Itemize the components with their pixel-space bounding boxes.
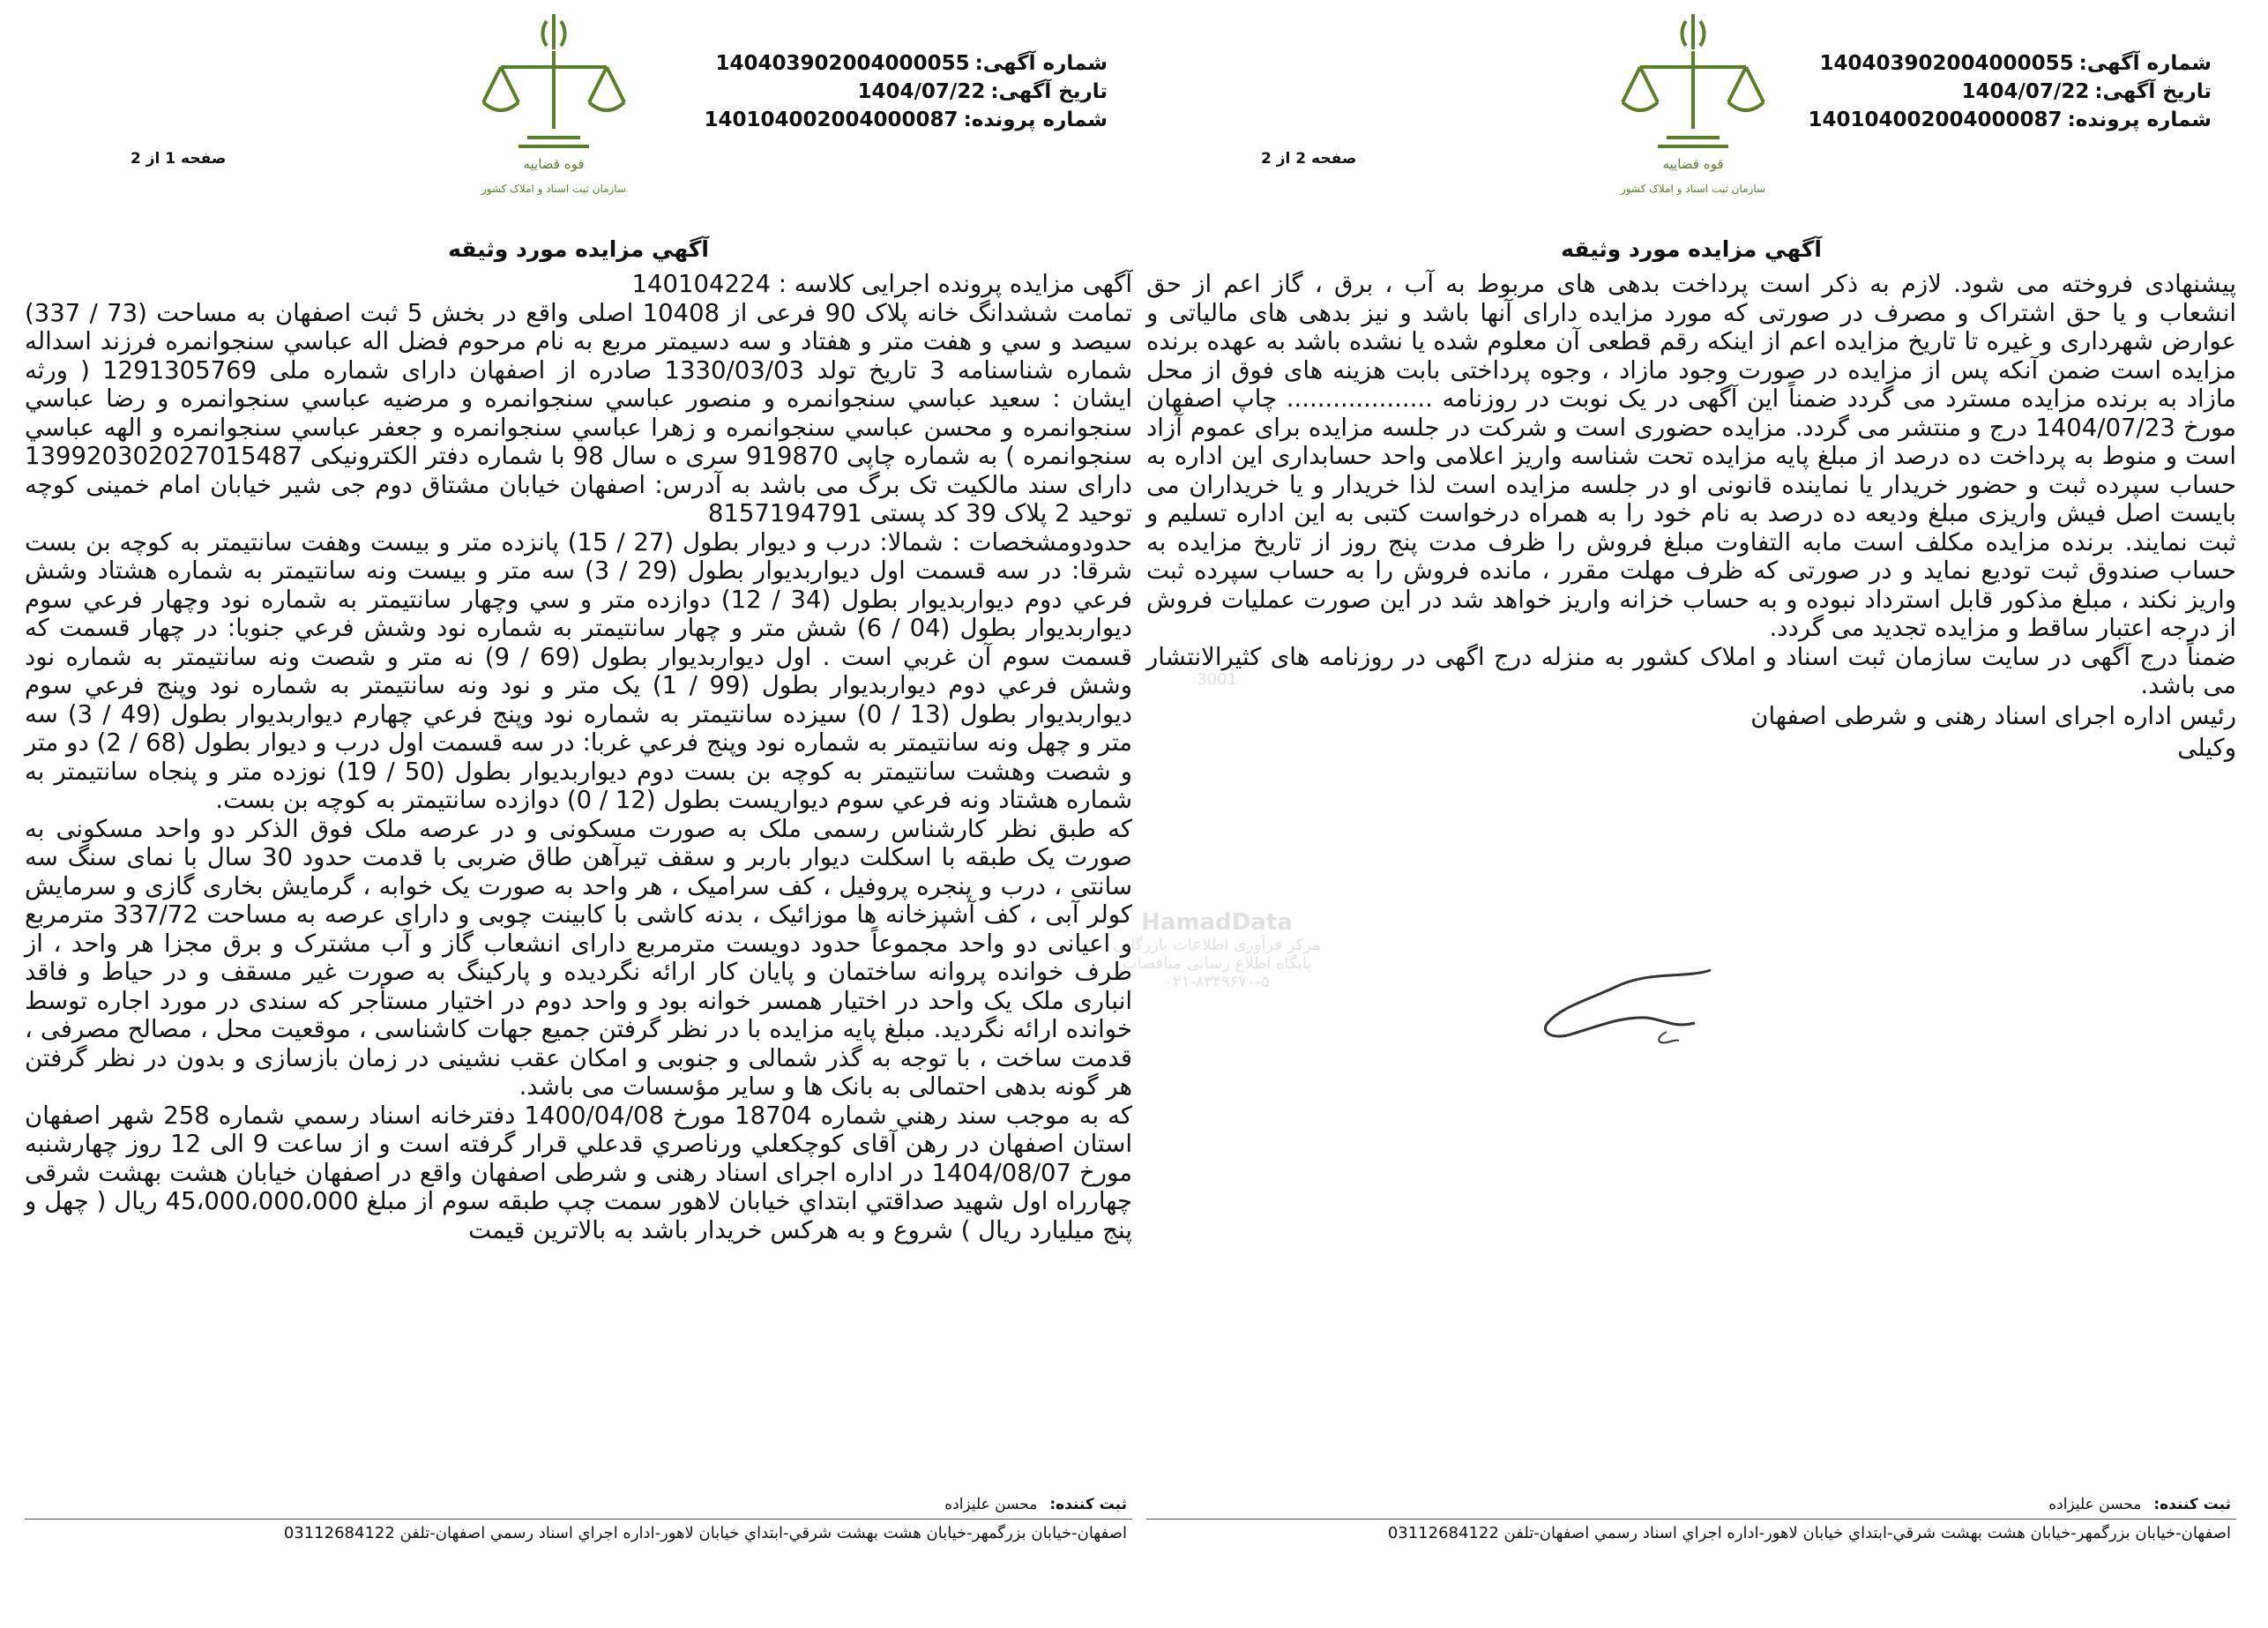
notice-number: 140403902004000055 [1819,52,2074,75]
case-number: 140104002004000087 [704,108,959,131]
handwritten-signature [1534,952,1728,1058]
signer-block [1146,700,2236,764]
watermark-line-1: مرکز فرآوری اطلاعات بازرگانی [1113,936,1321,954]
footer-divider [1146,1519,2236,1520]
notice-title: آگهي مزايده مورد وثيقه [1561,236,1822,262]
notice-header-info: شماره آگهی:140403902004000055 تاریخ آگهی:1404/07/22 شماره پرونده:140104002004000087 [704,52,1108,131]
watermark-phone: ۰۲۱-۸۳۴۹۶۷۰-۵ [1164,973,1270,991]
signer-title: رئیس اداره اجرای اسناد رهنی و شرطی اصفهان [1750,701,2236,730]
expert-assessment: که طبق نظر کارشناس رسمی ملک به صورت مسکونی و در عرصه ملک فوق الذکر دو واحد مسکونی به صورت یک طبقه با اسکلت دیوار باربر و سقف تیرآهن طاق ضربی با قدمت حدود 30 سال با نمای سنگ سه سانتی ، درب و پنجره پروفیل ، کف سرامیک ، هر واحد به صورت یک خوابه ، گرمایش بخاری گازی و سرمایش کولر آبی ، کف آشپزخانه ها موزائیک ، بدنه کاشی با کابینت چوبی و دارای عرصه به مساحت 337/72 مترمربع و اعیانی دو واحد مجموعاً حدود دویست مترمربع دارای انشعاب گاز و آب مشترک و برق مجزا هر واحد ، از طرف خوانده پروانه ساختمان و پایان کار ارائه نگردیده و پارکینگ به صورت غیر مسقف و در حیاط و فاقد انباری ملک یک واحد در اختیار همسر خوانه بود و واحد دوم در اختیار مستأجر که سندی در مورد اجاره توسط خوانده ارائه نگردید. مبلغ پایه مزایده با در نظر گرفتن جمیع جهات کاشناسی ، موقعیت محل ، مصالح مصرفی ، قدمت ساخت ، با توجه به گذر شمالی و جنوبی و امکان عقب نشینی در زمان بازسازی و بدون در نظر گرفتن هر گونه بدهی احتمالی به بانک ها و سایر مؤسسات می باشد. [25,814,1133,1101]
emblem-caption-registry: سازمان ثبت اسناد و املاک کشور [1620,183,1766,195]
signer-name: وکیلی [2177,733,2236,762]
emblem-caption-judiciary: قوه قضاییه [1662,156,1724,172]
footer-divider [25,1519,1132,1520]
watermark-number: 3001 [1197,670,1237,689]
property-boundaries: حدودومشخصات : شمالا: درب و ديوار بطول (27 / 15) پانزده متر و بيست وهفت سانتيمتر به کوچه بن بست شرقا: در سه قسمت اول ديواربديوار بطول (29 / 3) سه متر و بيست ونه سانتيمتر به شماره هشتاد وشش فرعي دوم ديواربديوار بطول (34 / 12) دوازده متر و سي وچهار سانتيمتر به شماره نود وچهار فرعي سوم ديواربديوار بطول (04 / 6) شش متر و چهار سانتيمتر به شماره نود وشش فرعي جنوبا: در چهار قسمت که قسمت سوم آن غربي است . اول ديواربديوار بطول (69 / 9) نه متر و شصت ونه سانتيمتر به شماره نود وشش فرعي دوم ديواربديوار بطول (99 / 1) يک متر و نود ونه سانتيمتر به شماره نود وپنج فرعي سوم ديواربديوار بطول (13 / 0) سيزده سانتيمتر به شماره نود وپنج فرعي چهارم ديواربديوار بطول (49 / 3) سه متر و چهل ونه سانتيمتر به شماره نود وپنج فرعي غربا: در سه قسمت اول درب و ديوار بطول (68 / 2) دو متر و شصت وهشت سانتيمتر به کوچه بن بست دوم ديواربديوار بطول (50 / 19) نوزده متر و پنجاه سانتيمتر به شماره هشتاد ونه فرعي سوم ديواريست بطول (12 / 0) دوازده سانتيمتر به کوچه بن بست. [25,527,1133,814]
notice-body [1146,270,2236,764]
registrar-line: ثبت کننده:محسن عليزاده [944,1496,1127,1513]
emblem-caption-registry: سازمان ثبت اسناد و املاک کشور [481,183,627,195]
auction-conditions: پیشنهادی فروخته می شود. لازم به ذکر است پرداخت بدهی های مربوط به آب ، برق ، گاز اعم از حق انشعاب و یا حق اشتراک و مصرف در صورتی که مورد مزایده دارای آنها باشد و نیز بدهی های مالیاتی و عوارض شهرداری و غیره تا تاریخ مزایده اعم از اینکه رقم قطعی آن معلوم شده یا نشده باشد به عهده برنده مزایده است ضمن آنکه پس از مزایده در صورت وجود مازاد ، وجوه پرداختی بابت هزینه های فوق از محل مازاد به برنده مزایده مسترد می گردد ضمناً این آگهی در یک نوبت در روزنامه ................... چاپ اصفهان مورخ 1404/07/23 درج و منتشر می گردد. مزایده حضوری است و شرکت در جلسه مزایده برای عموم آزاد است و منوط به پرداخت ده درصد از مبلغ پایه مزایده تحت شناسه واریز اعلامی واحد حسابداری این اداره به حساب سپرده ثبت و حضور خریدار یا نماینده قانونی او در جلسه مزایده است لذا خریدار و یا خریداران می بایست اصل فیش واریزی مبلغ ودیعه ده درصد به نام خود را به همراه درخواست کتبی به این اداره تسلیم و ثبت نمایند. برنده مزایده مکلف است مابه التفاوت مبلغ فروش را ظرف مدت پنج روز از تاریخ مزایده به حساب صندوق ثبت تودیع نماید و در صورتی که ظرف مهلت مقرر ، مانده فروش را به حساب سپرده ثبت واریز نکند ، مبلغ مذکور قابل استرداد نبوده و به حساب خزانه واریز خواهد شد در این صورت عملیات فروش از درجه اعتبار ساقط و مزایده تجدید می گردد. [1146,270,2236,642]
notice-header-info: شماره آگهی:140403902004000055 تاریخ آگهی:1404/07/22 شماره پرونده:140104002004000087 [1808,52,2212,131]
publication-note: ضمناً درج آگهی در سایت سازمان ثبت اسناد و املاک کشور به منزله درج اگهی در روزنامه های کثیرالانتشار می باشد. [1146,642,2236,699]
notice-number: 140403902004000055 [715,52,970,75]
watermark-line-2: پایگاه اطلاع رسانی مناقصات [1122,954,1312,973]
judiciary-emblem-icon [466,5,642,208]
footer-address: اصفهان-خيابان بزرگمهر-خيابان هشت بهشت شرقي-ابتداي خيابان لاهور-اداره اجراي اسناد رسمي اصفهان-تلفن 03112684122 [1387,1524,2231,1542]
case-number: 140104002004000087 [1808,108,2063,131]
notice-date: 1404/07/22 [857,80,986,103]
registrar-line: ثبت کننده:محسن عليزاده [2048,1496,2231,1513]
emblem-caption-judiciary: قوه قضاییه [523,156,585,172]
watermark-brand: HamadData [1141,909,1293,936]
judiciary-emblem-icon [1605,5,1781,208]
notice-date: 1404/07/22 [1961,80,2090,103]
notice-body [25,270,1132,1244]
notice-title: آگهي مزايده مورد وثيقه [448,236,709,262]
registrar-name: محسن عليزاده [944,1496,1038,1513]
auction-terms: که به موجب سند رهني شماره 18704 مورخ 1400/04/08 دفترخانه اسناد رسمي شماره 258 شهر اصفهان استان اصفهان در رهن آقای کوچکعلي ورناصري قدعلي قرار گرفته است و از ساعت 9 الی 12 روز چهارشنبه مورخ 1404/08/07 در اداره اجرای اسناد رهنی و شرطی اصفهان واقع در اصفهان خیابان هشت بهشت شرقی چهارراه اول شهید صداقتي ابتداي خيابان لاهور سمت چپ طبقه سوم از مبلغ 45،000،000،000 ریال ( چهل و پنج میلیارد ریال ) شروع و به هرکس خریدار باشد به بالاترین قیمت [25,1101,1133,1244]
property-description: تمامت ششدانگ خانه پلاک 90 فرعی از 10408 اصلی واقع در بخش 5 ثبت اصفهان به مساحت (73 / 337) سيصد و سي و هفت متر و هفتاد و سه دسيمتر مربع به نام مرحوم فضل اله عباسي سنجوانمره فرزند اسداله شماره شناسنامه 3 تاریخ تولد 1330/03/03 صادره از اصفهان دارای شماره ملی 1291305769 ( ورثه ایشان : سعيد عباسي سنجوانمره و منصور عباسي سنجوانمره و مرضيه عباسي سنجوانمره و رضا عباسي سنجوانمره و محسن عباسي سنجوانمره و زهرا عباسي سنجوانمره و جعفر عباسي سنجوانمره و الهه عباسي سنجوانمره ) به شماره چاپی 919870 سری ه سال 98 با شماره دفتر الکترونیکی 139920302027015487 دارای سند مالکیت تک برگ می باشد به آدرس: اصفهان خیابان مشتاق دوم جی شیر خیابان امام خمینی کوچه توحید 2 پلاک 39 کد پستی 8157194791 [25,298,1133,527]
page-number: صفحه 1 از 2 [131,150,227,168]
registrar-name: محسن عليزاده [2048,1496,2142,1513]
page-number: صفحه 2 از 2 [1261,150,1357,168]
case-class-line: آگهی مزایده پرونده اجرایی کلاسه : 140104224 [631,270,1132,298]
footer-address: اصفهان-خيابان بزرگمهر-خيابان هشت بهشت شرقي-ابتداي خيابان لاهور-اداره اجراي اسناد رسمي اصفهان-تلفن 03112684122 [283,1524,1127,1542]
